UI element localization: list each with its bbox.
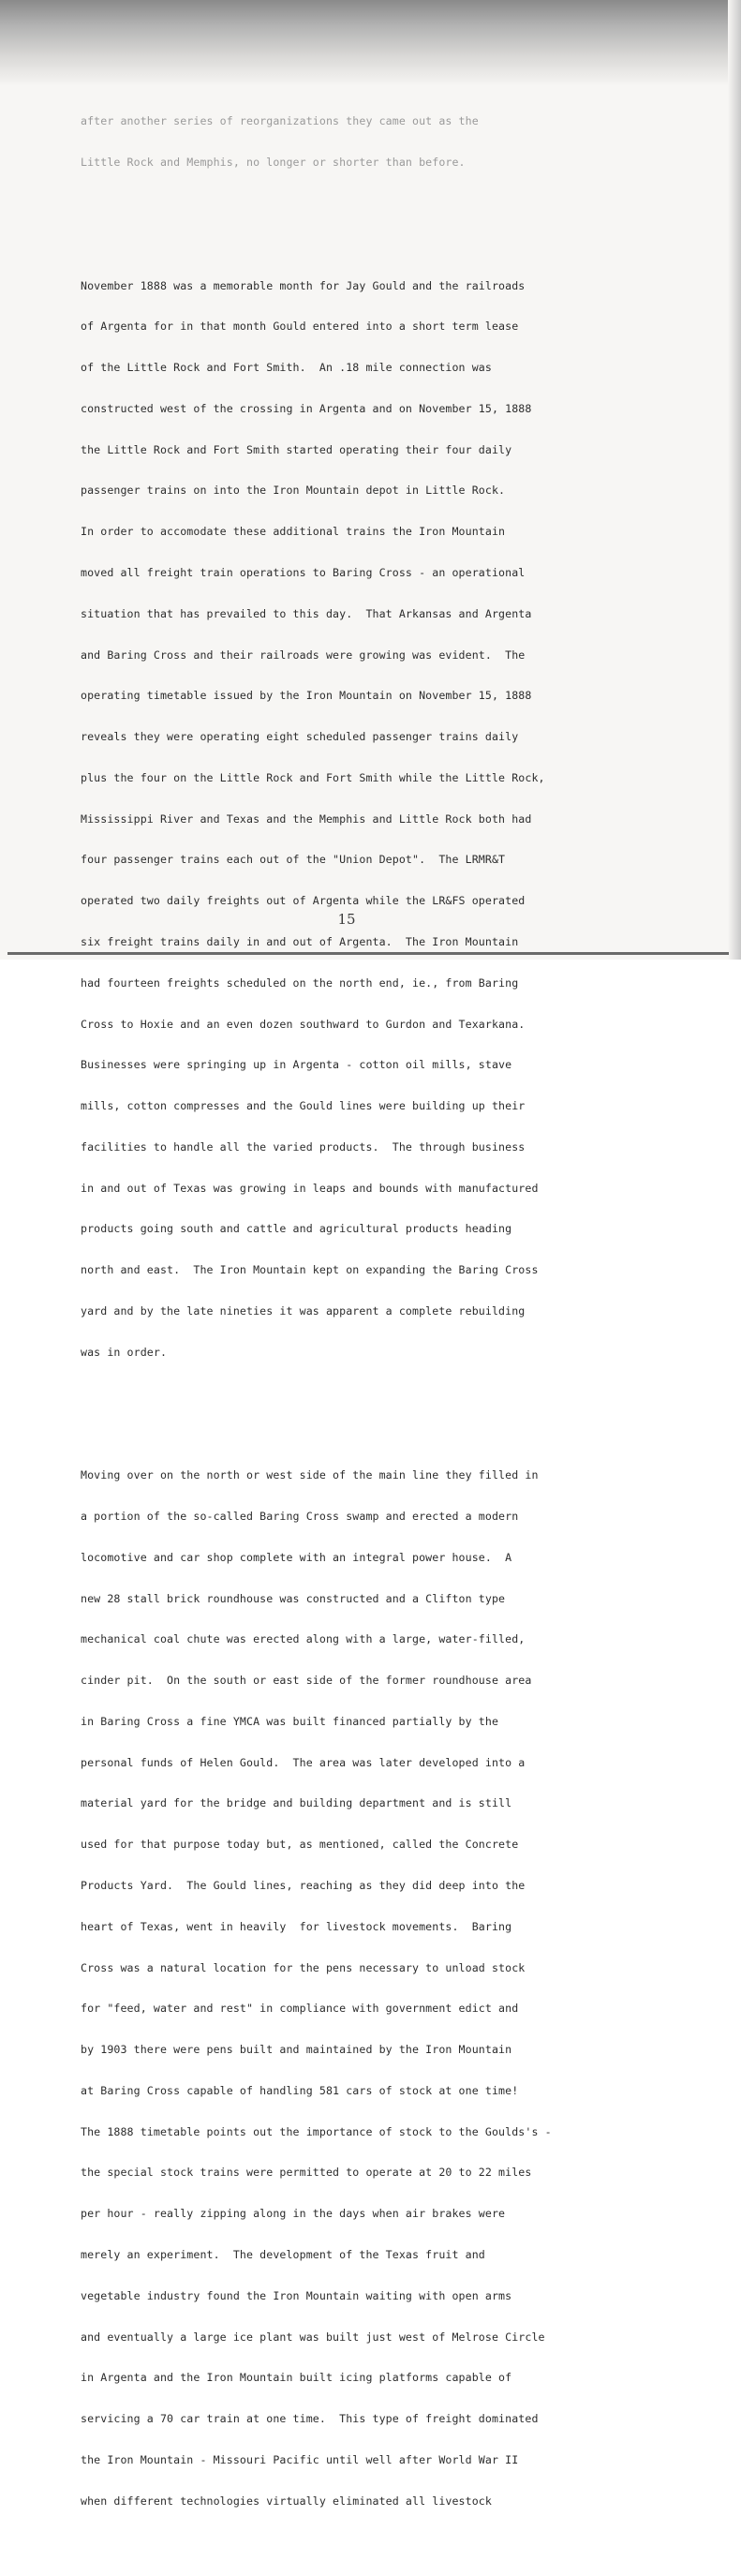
text-line: plus the four on the Little Rock and Fort Smith while the Little Rock,: [81, 770, 545, 784]
text-line: Little Rock and Memphis, no longer or shorter than before.: [81, 156, 466, 170]
text-line: used for that purpose today but, as mentioned, called the Concrete: [81, 1838, 519, 1852]
text-line: yard and by the late nineties it was apparent a complete rebuilding: [81, 1304, 526, 1318]
text-line: for "feed, water and rest" in compliance with government edict and: [81, 2002, 519, 2016]
text-line: passenger trains on into the Iron Mountain depot in Little Rock.: [81, 484, 506, 498]
text-line: in Argenta and the Iron Mountain built icing platforms capable of: [81, 2371, 512, 2385]
text-line: locomotive and car shop complete with an integral power house. A: [81, 1550, 512, 1564]
text-line: facilities to handle all the varied products. The through business: [81, 1139, 526, 1154]
text-line: the Little Rock and Fort Smith started operating their four daily: [81, 442, 512, 456]
text-line: Mississippi River and Texas and the Memphis and Little Rock both had: [81, 812, 532, 826]
text-line: in Baring Cross a fine YMCA was built financed partially by the: [81, 1714, 499, 1728]
text-line: reveals they were operating eight scheduled passenger trains daily: [81, 730, 519, 744]
text-line: north and east. The Iron Mountain kept on expanding the Baring Cross: [81, 1263, 539, 1277]
text-line: per hour - really zipping along in the days when air brakes were: [81, 2207, 506, 2221]
text-line: was in order.: [81, 1345, 168, 1359]
text-line: vegetable industry found the Iron Mountain waiting with open arms: [81, 2288, 512, 2302]
text-line: servicing a 70 car train at one time. This type of freight dominated: [81, 2412, 539, 2426]
body-text: [81, 60, 699, 2576]
text-line: six freight trains daily in and out of Argenta. The Iron Mountain: [81, 935, 519, 948]
text-line: material yard for the bridge and building department and is still: [81, 1796, 512, 1810]
paragraph-baring-cross-shops: [81, 1441, 699, 2536]
text-line: products going south and cattle and agricultural products heading: [81, 1222, 512, 1236]
text-line: of Argenta for in that month Gould entered into a short term lease: [81, 320, 519, 334]
text-line: four passenger trains each out of the "Union Depot". The LRMR&T: [81, 853, 506, 867]
text-line: when different technologies virtually eliminated all livestock: [81, 2494, 492, 2508]
text-line: a portion of the so-called Baring Cross swamp and erected a modern: [81, 1509, 519, 1523]
text-line: personal funds of Helen Gould. The area was later developed into a: [81, 1755, 526, 1769]
paragraph-november-1888: [81, 251, 699, 1386]
text-line: merely an experiment. The development of the Texas fruit and: [81, 2248, 485, 2261]
text-line: operating timetable issued by the Iron Mountain on November 15, 1888: [81, 689, 532, 703]
text-line: after another series of reorganizations they came out as the: [81, 114, 479, 128]
text-line: In order to accomodate these additional trains the Iron Mountain: [81, 525, 506, 539]
text-line: of the Little Rock and Fort Smith. An .18 mile connection was: [81, 361, 492, 375]
text-line: in and out of Texas was growing in leaps and bounds with manufactured: [81, 1181, 539, 1195]
text-line: situation that has prevailed to this day. That Arkansas and Argenta: [81, 606, 532, 620]
scan-bottom-rule: [7, 952, 729, 955]
text-line: Businesses were springing up in Argenta - cotton oil mills, stave: [81, 1058, 512, 1072]
text-line: Products Yard. The Gould lines, reaching as they did deep into the: [81, 1878, 526, 1892]
text-line: mechanical coal chute was erected along with a large, water-filled,: [81, 1632, 526, 1646]
text-line: by 1903 there were pens built and maintained by the Iron Mountain: [81, 2043, 512, 2057]
text-line: and Baring Cross and their railroads were growing was evident. The: [81, 648, 526, 662]
text-line: moved all freight train operations to Baring Cross - an operational: [81, 565, 526, 579]
text-line: The 1888 timetable points out the importance of stock to the Goulds's -: [81, 2124, 552, 2138]
text-line: Moving over on the north or west side of the main line they filled in: [81, 1468, 539, 1482]
fragment-paragraph: [81, 87, 699, 197]
page-number: 15: [337, 911, 356, 928]
scan-right-edge: [728, 0, 741, 960]
text-line: Cross to Hoxie and an even dozen southward to Gurdon and Texarkana.: [81, 1017, 526, 1031]
text-line: operated two daily freights out of Argenta while the LR&FS operated: [81, 894, 526, 908]
text-line: had fourteen freights scheduled on the north end, ie., from Baring: [81, 975, 519, 990]
text-line: and eventually a large ice plant was built just west of Melrose Circle: [81, 2330, 545, 2344]
text-line: heart of Texas, went in heavily for livestock movements. Baring: [81, 1919, 512, 1933]
text-line: Cross was a natural location for the pens necessary to unload stock: [81, 1960, 526, 1974]
text-line: mills, cotton compresses and the Gould lines were building up their: [81, 1099, 526, 1113]
text-line: the Iron Mountain - Missouri Pacific until well after World War II: [81, 2452, 519, 2466]
text-line: cinder pit. On the south or east side of the former roundhouse area: [81, 1674, 532, 1688]
text-line: new 28 stall brick roundhouse was constructed and a Clifton type: [81, 1591, 506, 1605]
text-line: the special stock trains were permitted to operate at 20 to 22 miles: [81, 2166, 532, 2180]
text-line: constructed west of the crossing in Argenta and on November 15, 1888: [81, 401, 532, 415]
text-line: at Baring Cross capable of handling 581 cars of stock at one time!: [81, 2083, 519, 2097]
text-line: November 1888 was a memorable month for Jay Gould and the railroads: [81, 278, 526, 292]
